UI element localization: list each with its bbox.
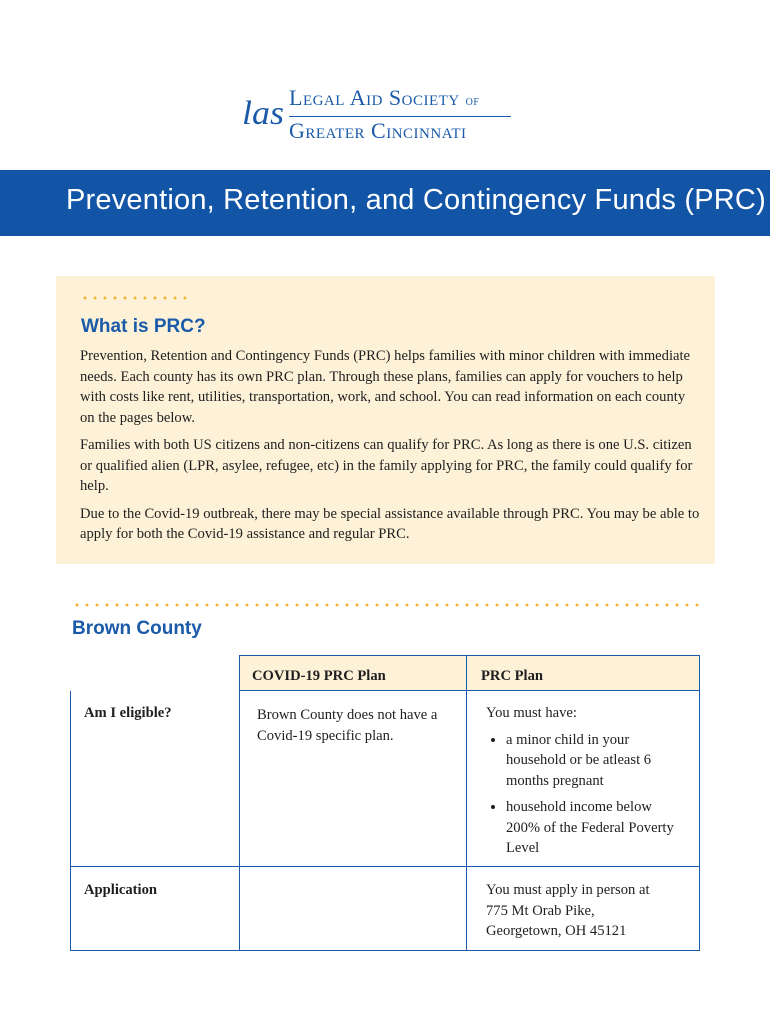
info-paragraph: Families with both US citizens and non-citizens can qualify for PRC. As long as there is one U.S. citizen or qualified alien (LPR, asylee, refugee, etc) in the family applying for PRC, the family could qualify for help. [80, 437, 693, 494]
logo-mark-letters: las [242, 95, 284, 132]
info-body [80, 346, 700, 552]
table-cell-prc [466, 691, 700, 867]
logo-line2: Greater Cincinnati [289, 118, 467, 143]
prc-intro: You must have: [486, 705, 577, 721]
county-plan-table [70, 655, 700, 951]
page-title: Prevention, Retention, and Contingency Funds (PRC) [66, 184, 766, 216]
table-cell-prc [466, 867, 700, 951]
header-label: PRC Plan [481, 668, 544, 684]
application-address: You must apply in person at 775 Mt Orab Pike, Georgetown, OH 45121 [486, 882, 650, 939]
las-logo-mark [242, 72, 286, 142]
info-heading: What is PRC? [81, 316, 206, 337]
prc-requirements-list [486, 730, 689, 859]
dotted-divider [72, 603, 700, 607]
logo-line1-main: Legal Aid Society [289, 85, 460, 110]
logo-wordmark [289, 86, 511, 143]
table-cell-covid [239, 867, 466, 951]
table-row-label: Application [70, 867, 239, 951]
list-item: • household income below 200% of the Federal Poverty Level [506, 797, 689, 859]
logo [242, 72, 522, 142]
what-is-prc-box [56, 276, 715, 564]
title-banner [0, 170, 770, 236]
section-title: Brown County [72, 618, 202, 639]
info-paragraph: Due to the Covid-19 outbreak, there may be special assistance available through PRC. You may be able to apply for both the Covid-19 assistance and regular PRC. [80, 505, 700, 542]
table-cell-covid: Brown County does not have a Covid-19 specific plan. [239, 691, 466, 867]
header-label: COVID-19 PRC Plan [252, 668, 386, 684]
table-header-prc [466, 655, 700, 691]
dotted-divider [80, 296, 192, 300]
table-row-label: Am I eligible? [70, 691, 239, 867]
logo-line1-of: of [465, 94, 480, 109]
list-item: • a minor child in your household or be atleast 6 months pregnant [506, 730, 689, 792]
table-header-covid [239, 655, 466, 691]
info-paragraph: Prevention, Retention and Contingency Funds (PRC) helps families with minor children with immediate needs. Each county has its own PRC plan. Through these plans, families can apply for vouchers to help with costs like rent, utilities, transportation, work, and school. You can read information on each county on the pages below. [80, 348, 691, 426]
logo-divider [289, 116, 511, 117]
